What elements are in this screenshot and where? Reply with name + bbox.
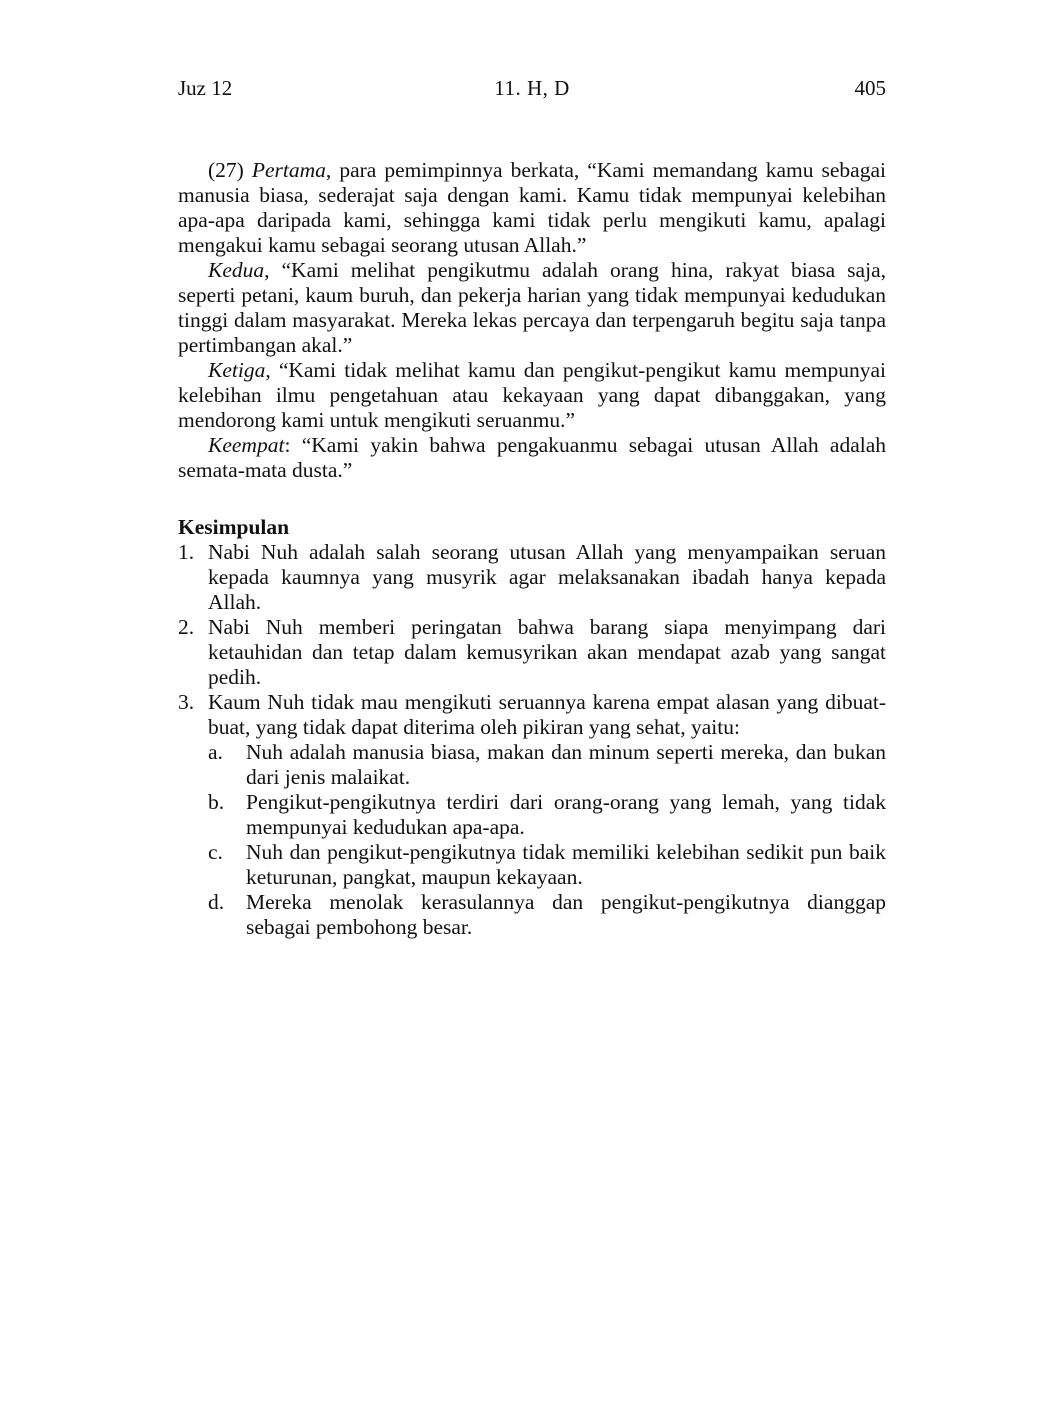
paragraph-text: : “Kami yakin bahwa pengakuanmu sebagai utusan Allah adalah semata-mata dusta.” — [178, 433, 886, 482]
list-marker: 1. — [178, 540, 195, 564]
paragraph-text: , para pemimpinnya berkata, “Kami memandang kamu sebagai manusia biasa, sederajat saja dengan kami. Kamu tidak mempunyai kelebihan apa-apa daripada kami, sehingga kami tidak perlu mengikuti kamu, apalagi mengakui kamu sebagai seorang utusan Allah.” — [178, 158, 886, 257]
list-item — [178, 540, 886, 615]
list-item — [178, 690, 886, 940]
section-heading: Kesimpulan — [178, 515, 290, 539]
sub-list-item — [208, 890, 886, 940]
sub-list-text: Pengikut-pengikutnya terdiri dari orang-orang yang lemah, yang tidak mempunyai kedudukan apa-apa. — [246, 790, 886, 839]
sub-list-text: Mereka menolak kerasulannya dan pengikut-pengikutnya dianggap sebagai pembohong besar. — [246, 890, 886, 939]
conclusion-list — [178, 540, 886, 940]
list-marker: 3. — [178, 690, 195, 714]
paragraph-text: , “Kami tidak melihat kamu dan pengikut-pengikut kamu mempunyai kelebihan ilmu pengetahuan atau kekayaan yang dapat dibanggakan, yang mendorong kami untuk mengikuti seruanmu.” — [178, 358, 886, 432]
sub-list-item — [208, 790, 886, 840]
list-marker: 2. — [178, 615, 195, 639]
sub-list-text: Nuh dan pengikut-pengikutnya tidak memiliki kelebihan sedikit pun baik keturunan, pangkat, maupun kekayaan. — [246, 840, 886, 889]
list-item — [178, 615, 886, 690]
chapter-title: 11. H, D — [494, 76, 570, 100]
paragraph-label: Kedua — [208, 258, 265, 282]
sub-list-marker: d. — [208, 890, 225, 914]
body-text — [178, 158, 886, 940]
list-item-text: Nabi Nuh adalah salah seorang utusan Allah yang menyampaikan seruan kepada kaumnya yang musyrik agar melaksanakan ibadah hanya kepada Allah. — [208, 540, 886, 614]
sub-list-marker: c. — [208, 840, 223, 864]
sub-list-marker: b. — [208, 790, 225, 814]
paragraph-text: , “Kami melihat pengikutmu adalah orang hina, rakyat biasa saja, seperti petani, kaum buruh, dan pekerja harian yang tidak mempunyai kedudukan tinggi dalam masyarakat. Mereka lekas percaya dan terpengaruh begitu saja tanpa pertimbangan akal.” — [178, 258, 886, 357]
verse-number: (27) — [208, 158, 252, 182]
list-item-text: Nabi Nuh memberi peringatan bahwa barang siapa menyimpang dari ketauhidan dan tetap dalam kemusyrikan akan mendapat azab yang sangat pedih. — [208, 615, 886, 689]
sub-list-item — [208, 840, 886, 890]
paragraph-kedua — [178, 258, 886, 358]
page-number: 405 — [854, 76, 886, 100]
paragraph-keempat — [178, 433, 886, 483]
list-item-text: Kaum Nuh tidak mau mengikuti seruannya karena empat alasan yang dibuat-buat, yang tidak dapat diterima oleh pikiran yang sehat, yaitu: — [208, 690, 886, 739]
juz-label: Juz 12 — [178, 76, 233, 100]
paragraph-ketiga — [178, 358, 886, 433]
paragraph-label: Pertama — [251, 158, 326, 182]
sub-list-text: Nuh adalah manusia biasa, makan dan minum seperti mereka, dan bukan dari jenis malaikat. — [246, 740, 886, 789]
sub-list-item — [208, 740, 886, 790]
paragraph-label: Keempat — [208, 433, 285, 457]
sub-list-marker: a. — [208, 740, 223, 764]
paragraph-pertama — [178, 158, 886, 258]
running-head — [178, 74, 886, 102]
paragraph-label: Ketiga — [208, 358, 266, 382]
sub-list — [208, 740, 886, 940]
